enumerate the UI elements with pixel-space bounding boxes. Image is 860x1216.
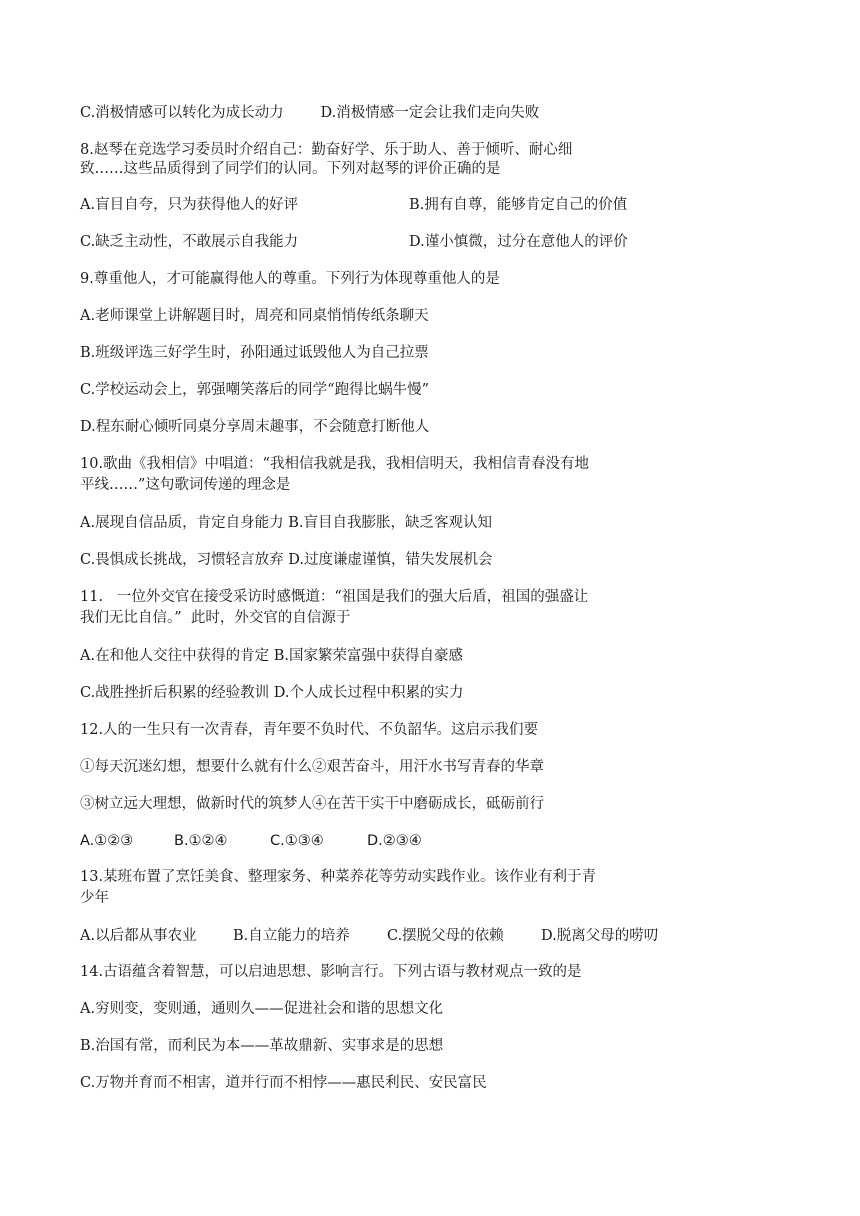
q13-option-a: A.以后都从事农业 (80, 928, 197, 944)
q11-options-ab: A.在和他人交往中获得的肯定 B.国家繁荣富强中获得自豪感 (80, 648, 463, 664)
q14-option-a: A.穷则变，变则通，通则久——促进社会和谐的思想文化 (80, 1001, 444, 1017)
q13-stem-line2: 少年 (80, 890, 109, 906)
q11-stem-line1: 11. 一位外交官在接受采访时感慨道：“祖国是我们的强大后盾，祖国的强盛让 (80, 589, 589, 605)
q12-option-c: C.①③④ (270, 833, 324, 849)
q9-option-d: D.程东耐心倾听同桌分享周末趣事，不会随意打断他人 (80, 419, 430, 435)
q8-stem-line1: 8.赵琴在竞选学习委员时介绍自己：勤奋好学、乐于助人、善于倾听、耐心细 (80, 142, 573, 158)
q9-stem: 9.尊重他人，才可能赢得他人的尊重。下列行为体现尊重他人的是 (80, 271, 500, 287)
q8-stem-line2: 致……这些品质得到了同学们的认同。下列对赵琴的评价正确的是 (80, 161, 501, 177)
q13-option-d: D.脱离父母的唠叨 (541, 928, 659, 944)
q12-statements-1-2: ①每天沉迷幻想，想要什么就有什么②艰苦奋斗，用汗水书写青春的华章 (80, 759, 544, 775)
q8-option-c: C.缺乏主动性，不敢展示自我能力 (80, 234, 299, 250)
q10-options-cd: C.畏惧成长挑战，习惯轻言放弃 D.过度谦虚谨慎，错失发展机会 (80, 552, 493, 568)
q7-options-cd: C.消极情感可以转化为成长动力 D.消极情感一定会让我们走向失败 (80, 105, 540, 121)
q11-options-cd: C.战胜挫折后积累的经验教训 D.个人成长过程中积累的实力 (80, 685, 464, 701)
q12-stem: 12.人的一生只有一次青春，青年要不负时代、不负韶华。这启示我们要 (80, 722, 539, 738)
q12-option-b: B.①②④ (174, 833, 228, 849)
q13-option-b: B.自立能力的培养 (233, 928, 350, 944)
q10-stem-line2: 平线……”这句歌词传递的理念是 (80, 477, 291, 493)
q8-option-b: B.拥有自尊，能够肯定自己的价值 (409, 197, 628, 213)
q8-option-a: A.盲目自夸，只为获得他人的好评 (80, 197, 299, 213)
q11-stem-line2: 我们无比自信。” 此时，外交官的自信源于 (80, 610, 351, 626)
q8-option-d: D.谨小慎微，过分在意他人的评价 (409, 234, 628, 250)
q9-option-b: B.班级评选三好学生时，孙阳通过诋毁他人为自己拉票 (80, 345, 429, 361)
q10-options-ab: A.展现自信品质，肯定自身能力 B.盲目自我膨胀，缺乏客观认知 (80, 515, 492, 531)
q14-option-b: B.治国有常，而利民为本——革故鼎新、实事求是的思想 (80, 1038, 444, 1054)
q9-option-c: C.学校运动会上，郭强嘲笑落后的同学“跑得比蜗牛慢” (80, 382, 430, 398)
q12-option-d: D.②③④ (367, 833, 422, 849)
q14-stem: 14.古语蕴含着智慧，可以启迪思想、影响言行。下列古语与教材观点一致的是 (80, 964, 582, 980)
q9-option-a: A.老师课堂上讲解题目时，周亮和同桌悄悄传纸条聊天 (80, 308, 429, 324)
q12-statements-3-4: ③树立远大理想，做新时代的筑梦人④在苦干实干中磨砺成长，砥砺前行 (80, 796, 544, 812)
q12-option-a: A.①②③ (80, 833, 134, 849)
q14-option-c: C.万物并育而不相害，道并行而不相悖——惠民利民、安民富民 (80, 1075, 487, 1091)
q10-stem-line1: 10.歌曲《我相信》中唱道：“我相信我就是我，我相信明天，我相信青春没有地 (80, 456, 589, 472)
q13-option-c: C.摆脱父母的依赖 (387, 928, 504, 944)
q13-stem-line1: 13.某班布置了烹饪美食、整理家务、种菜养花等劳动实践作业。该作业有利于青 (80, 869, 597, 885)
